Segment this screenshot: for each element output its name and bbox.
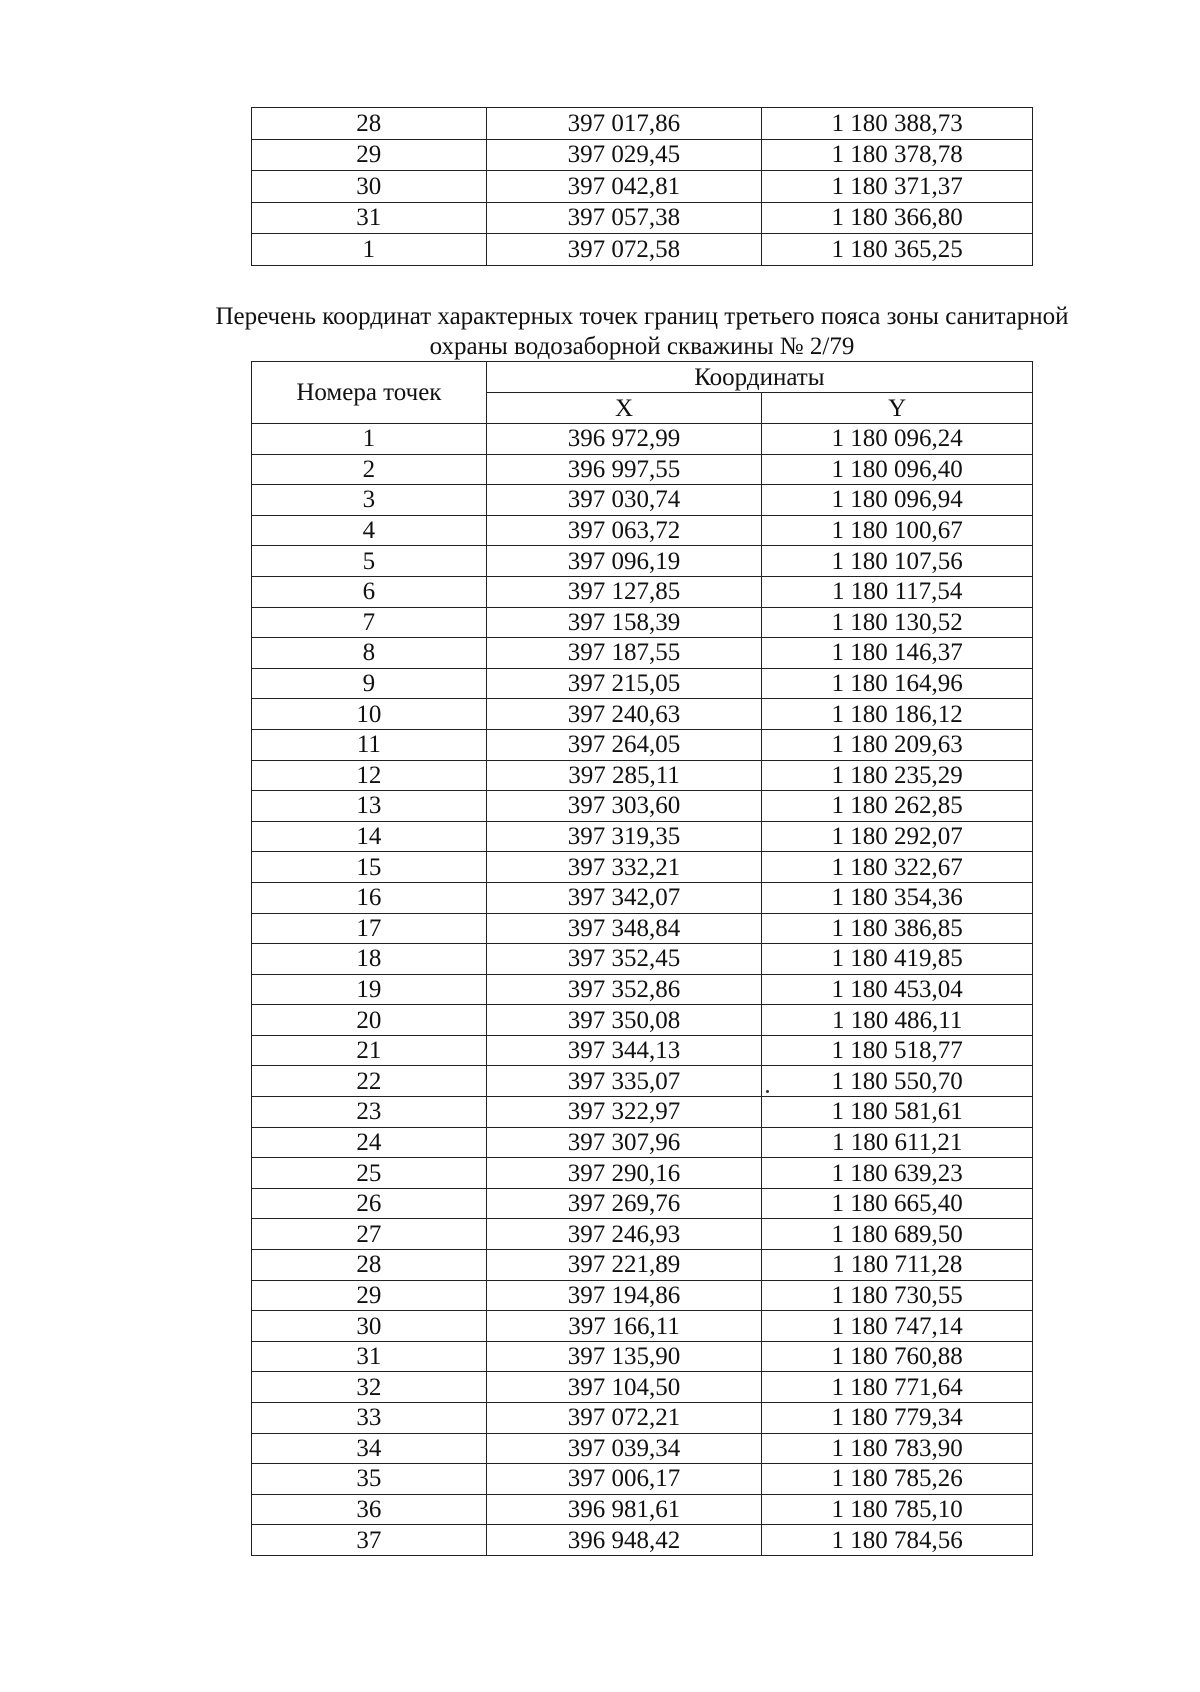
header-x: X bbox=[486, 393, 762, 424]
table-row bbox=[252, 882, 1033, 913]
point-number-cell: 24 bbox=[252, 1127, 487, 1158]
point-number-cell: 4 bbox=[252, 515, 487, 546]
point-number-cell: 30 bbox=[252, 1311, 487, 1342]
y-coordinate-cell: 1 180 107,56 bbox=[762, 546, 1033, 577]
point-number-cell: 18 bbox=[252, 944, 487, 975]
zone-coordinates-table bbox=[251, 361, 1033, 1556]
x-coordinate-cell: 397 187,55 bbox=[486, 638, 762, 669]
point-number-cell: 11 bbox=[252, 729, 487, 760]
y-coordinate-cell: 1 180 779,34 bbox=[762, 1403, 1033, 1434]
point-number-cell: 7 bbox=[252, 607, 487, 638]
y-coordinate-cell: 1 180 096,40 bbox=[762, 454, 1033, 485]
header-y: Y bbox=[762, 393, 1033, 424]
y-coordinate-cell: 1 180 689,50 bbox=[762, 1219, 1033, 1250]
table-row bbox=[252, 1341, 1033, 1372]
point-number-cell: 26 bbox=[252, 1188, 487, 1219]
y-coordinate-cell: 1 180 760,88 bbox=[762, 1341, 1033, 1372]
x-coordinate-cell: 397 348,84 bbox=[486, 913, 762, 944]
table-row bbox=[252, 607, 1033, 638]
x-coordinate-cell: 397 322,97 bbox=[486, 1097, 762, 1128]
point-number-cell: 5 bbox=[252, 546, 487, 577]
x-coordinate-cell: 397 221,89 bbox=[486, 1250, 762, 1281]
x-coordinate-cell: 397 030,74 bbox=[486, 485, 762, 516]
y-coordinate-cell: 1 180 711,28 bbox=[762, 1250, 1033, 1281]
y-coordinate-cell: 1 180 419,85 bbox=[762, 944, 1033, 975]
point-number-cell: 35 bbox=[252, 1464, 487, 1495]
x-coordinate-cell: 397 246,93 bbox=[486, 1219, 762, 1250]
table-row bbox=[252, 1158, 1033, 1189]
x-coordinate-cell: 397 352,45 bbox=[486, 944, 762, 975]
table-row bbox=[252, 821, 1033, 852]
y-coordinate-cell: 1 180 785,26 bbox=[762, 1464, 1033, 1495]
y-coordinate-cell: 1 180 354,36 bbox=[762, 882, 1033, 913]
table-row bbox=[252, 1005, 1033, 1036]
continued-coordinates-table bbox=[251, 107, 1033, 266]
y-coordinate-cell: 1 180 639,23 bbox=[762, 1158, 1033, 1189]
x-coordinate-cell: 397 194,86 bbox=[486, 1280, 762, 1311]
y-coordinate-cell: 1 180 096,24 bbox=[762, 424, 1033, 455]
y-coordinate-cell: 1 180 550,70 bbox=[762, 1066, 1033, 1097]
x-coordinate-cell: 397 264,05 bbox=[486, 729, 762, 760]
point-number-cell: 19 bbox=[252, 974, 487, 1005]
table-row bbox=[252, 1250, 1033, 1281]
point-number-cell: 27 bbox=[252, 1219, 487, 1250]
table-row bbox=[252, 760, 1033, 791]
point-number-cell: 28 bbox=[252, 1250, 487, 1281]
point-number-cell: 1 bbox=[252, 234, 487, 266]
y-coordinate-cell: 1 180 771,64 bbox=[762, 1372, 1033, 1403]
y-coordinate-cell: 1 180 730,55 bbox=[762, 1280, 1033, 1311]
x-coordinate-cell: 397 335,07 bbox=[486, 1066, 762, 1097]
x-coordinate-cell: 397 319,35 bbox=[486, 821, 762, 852]
x-coordinate-cell: 397 350,08 bbox=[486, 1005, 762, 1036]
point-number-cell: 30 bbox=[252, 171, 487, 203]
table-row bbox=[252, 1097, 1033, 1128]
caption-line-1: Перечень координат характерных точек границ третьего пояса зоны санитарной bbox=[215, 303, 1069, 330]
x-coordinate-cell: 397 127,85 bbox=[486, 576, 762, 607]
point-number-cell: 32 bbox=[252, 1372, 487, 1403]
table-row bbox=[252, 1525, 1033, 1556]
y-coordinate-cell: 1 180 235,29 bbox=[762, 760, 1033, 791]
x-coordinate-cell: 397 158,39 bbox=[486, 607, 762, 638]
table-row bbox=[252, 1372, 1033, 1403]
x-coordinate-cell: 397 215,05 bbox=[486, 668, 762, 699]
table-row bbox=[252, 1494, 1033, 1525]
point-number-cell: 22 bbox=[252, 1066, 487, 1097]
x-coordinate-cell: 397 269,76 bbox=[486, 1188, 762, 1219]
x-coordinate-cell: 397 307,96 bbox=[486, 1127, 762, 1158]
x-coordinate-cell: 397 332,21 bbox=[486, 852, 762, 883]
table-row bbox=[252, 139, 1033, 171]
point-number-cell: 8 bbox=[252, 638, 487, 669]
point-number-cell: 29 bbox=[252, 1280, 487, 1311]
y-coordinate-cell: 1 180 100,67 bbox=[762, 515, 1033, 546]
x-coordinate-cell: 397 303,60 bbox=[486, 791, 762, 822]
x-coordinate-cell: 397 072,58 bbox=[486, 234, 762, 266]
x-coordinate-cell: 397 006,17 bbox=[486, 1464, 762, 1495]
table-row bbox=[252, 913, 1033, 944]
y-coordinate-cell: 1 180 784,56 bbox=[762, 1525, 1033, 1556]
point-number-cell: 6 bbox=[252, 576, 487, 607]
table-row bbox=[252, 546, 1033, 577]
y-coordinate-cell: 1 180 581,61 bbox=[762, 1097, 1033, 1128]
x-coordinate-cell: 397 342,07 bbox=[486, 882, 762, 913]
point-number-cell: 1 bbox=[252, 424, 487, 455]
point-number-cell: 15 bbox=[252, 852, 487, 883]
x-coordinate-cell: 396 948,42 bbox=[486, 1525, 762, 1556]
point-number-cell: 25 bbox=[252, 1158, 487, 1189]
point-number-cell: 14 bbox=[252, 821, 487, 852]
table-row bbox=[252, 729, 1033, 760]
x-coordinate-cell: 397 290,16 bbox=[486, 1158, 762, 1189]
point-number-cell: 31 bbox=[252, 1341, 487, 1372]
point-number-cell: 17 bbox=[252, 913, 487, 944]
y-coordinate-cell: 1 180 164,96 bbox=[762, 668, 1033, 699]
table-row bbox=[252, 1311, 1033, 1342]
y-coordinate-cell: 1 180 783,90 bbox=[762, 1433, 1033, 1464]
table-row bbox=[252, 1035, 1033, 1066]
table-row bbox=[252, 515, 1033, 546]
y-coordinate-cell: 1 180 117,54 bbox=[762, 576, 1033, 607]
header-coordinates: Координаты bbox=[486, 362, 1032, 393]
x-coordinate-cell: 397 042,81 bbox=[486, 171, 762, 203]
point-number-cell: 9 bbox=[252, 668, 487, 699]
table-row bbox=[252, 638, 1033, 669]
point-number-cell: 31 bbox=[252, 202, 487, 234]
table-row bbox=[252, 234, 1033, 266]
y-coordinate-cell: 1 180 322,67 bbox=[762, 852, 1033, 883]
point-number-cell: 29 bbox=[252, 139, 487, 171]
point-number-cell: 28 bbox=[252, 108, 487, 140]
point-number-cell: 10 bbox=[252, 699, 487, 730]
x-coordinate-cell: 397 096,19 bbox=[486, 546, 762, 577]
x-coordinate-cell: 396 997,55 bbox=[486, 454, 762, 485]
table-row bbox=[252, 1127, 1033, 1158]
table-row bbox=[252, 485, 1033, 516]
x-coordinate-cell: 397 240,63 bbox=[486, 699, 762, 730]
y-coordinate-cell: 1 180 518,77 bbox=[762, 1035, 1033, 1066]
y-coordinate-cell: 1 180 366,80 bbox=[762, 202, 1033, 234]
y-coordinate-cell: 1 180 130,52 bbox=[762, 607, 1033, 638]
table-row bbox=[252, 1066, 1033, 1097]
y-coordinate-cell: 1 180 486,11 bbox=[762, 1005, 1033, 1036]
table-row bbox=[252, 171, 1033, 203]
y-coordinate-cell: 1 180 209,63 bbox=[762, 729, 1033, 760]
caption-line-2: охраны водозаборной скважины № 2/79 bbox=[429, 333, 855, 360]
y-coordinate-cell: 1 180 386,85 bbox=[762, 913, 1033, 944]
table-row bbox=[252, 1188, 1033, 1219]
point-number-cell: 16 bbox=[252, 882, 487, 913]
table-row bbox=[252, 852, 1033, 883]
point-number-cell: 23 bbox=[252, 1097, 487, 1128]
table-row bbox=[252, 454, 1033, 485]
x-coordinate-cell: 397 029,45 bbox=[486, 139, 762, 171]
y-coordinate-cell: 1 180 611,21 bbox=[762, 1127, 1033, 1158]
y-coordinate-cell: 1 180 262,85 bbox=[762, 791, 1033, 822]
x-coordinate-cell: 396 972,99 bbox=[486, 424, 762, 455]
point-number-cell: 3 bbox=[252, 485, 487, 516]
table-row bbox=[252, 1433, 1033, 1464]
table-row bbox=[252, 1403, 1033, 1434]
x-coordinate-cell: 397 017,86 bbox=[486, 108, 762, 140]
table-row bbox=[252, 576, 1033, 607]
table-row bbox=[252, 944, 1033, 975]
y-coordinate-cell: 1 180 785,10 bbox=[762, 1494, 1033, 1525]
table-header bbox=[252, 362, 1033, 424]
table-row bbox=[252, 791, 1033, 822]
table-row bbox=[252, 1280, 1033, 1311]
x-coordinate-cell: 397 135,90 bbox=[486, 1341, 762, 1372]
x-coordinate-cell: 397 057,38 bbox=[486, 202, 762, 234]
point-number-cell: 36 bbox=[252, 1494, 487, 1525]
y-coordinate-cell: 1 180 146,37 bbox=[762, 638, 1033, 669]
y-coordinate-cell: 1 180 371,37 bbox=[762, 171, 1033, 203]
y-coordinate-cell: 1 180 378,78 bbox=[762, 139, 1033, 171]
stray-dot-mark bbox=[766, 1090, 769, 1093]
y-coordinate-cell: 1 180 665,40 bbox=[762, 1188, 1033, 1219]
zone-coordinates-body bbox=[252, 424, 1033, 1556]
table-caption bbox=[150, 302, 1134, 362]
table-row bbox=[252, 1464, 1033, 1495]
y-coordinate-cell: 1 180 453,04 bbox=[762, 974, 1033, 1005]
y-coordinate-cell: 1 180 388,73 bbox=[762, 108, 1033, 140]
x-coordinate-cell: 397 063,72 bbox=[486, 515, 762, 546]
header-points-number: Номера точек bbox=[252, 362, 487, 424]
y-coordinate-cell: 1 180 186,12 bbox=[762, 699, 1033, 730]
x-coordinate-cell: 397 039,34 bbox=[486, 1433, 762, 1464]
table-row bbox=[252, 699, 1033, 730]
x-coordinate-cell: 397 072,21 bbox=[486, 1403, 762, 1434]
x-coordinate-cell: 397 352,86 bbox=[486, 974, 762, 1005]
x-coordinate-cell: 397 344,13 bbox=[486, 1035, 762, 1066]
table-row bbox=[252, 974, 1033, 1005]
continued-coordinates-body bbox=[252, 108, 1033, 266]
point-number-cell: 20 bbox=[252, 1005, 487, 1036]
y-coordinate-cell: 1 180 365,25 bbox=[762, 234, 1033, 266]
point-number-cell: 34 bbox=[252, 1433, 487, 1464]
table-row bbox=[252, 424, 1033, 455]
point-number-cell: 21 bbox=[252, 1035, 487, 1066]
x-coordinate-cell: 397 166,11 bbox=[486, 1311, 762, 1342]
table-row bbox=[252, 668, 1033, 699]
x-coordinate-cell: 396 981,61 bbox=[486, 1494, 762, 1525]
table-row bbox=[252, 202, 1033, 234]
x-coordinate-cell: 397 104,50 bbox=[486, 1372, 762, 1403]
table-row bbox=[252, 1219, 1033, 1250]
y-coordinate-cell: 1 180 747,14 bbox=[762, 1311, 1033, 1342]
y-coordinate-cell: 1 180 292,07 bbox=[762, 821, 1033, 852]
point-number-cell: 12 bbox=[252, 760, 487, 791]
point-number-cell: 37 bbox=[252, 1525, 487, 1556]
y-coordinate-cell: 1 180 096,94 bbox=[762, 485, 1033, 516]
point-number-cell: 13 bbox=[252, 791, 487, 822]
point-number-cell: 33 bbox=[252, 1403, 487, 1434]
table-row bbox=[252, 108, 1033, 140]
point-number-cell: 2 bbox=[252, 454, 487, 485]
x-coordinate-cell: 397 285,11 bbox=[486, 760, 762, 791]
